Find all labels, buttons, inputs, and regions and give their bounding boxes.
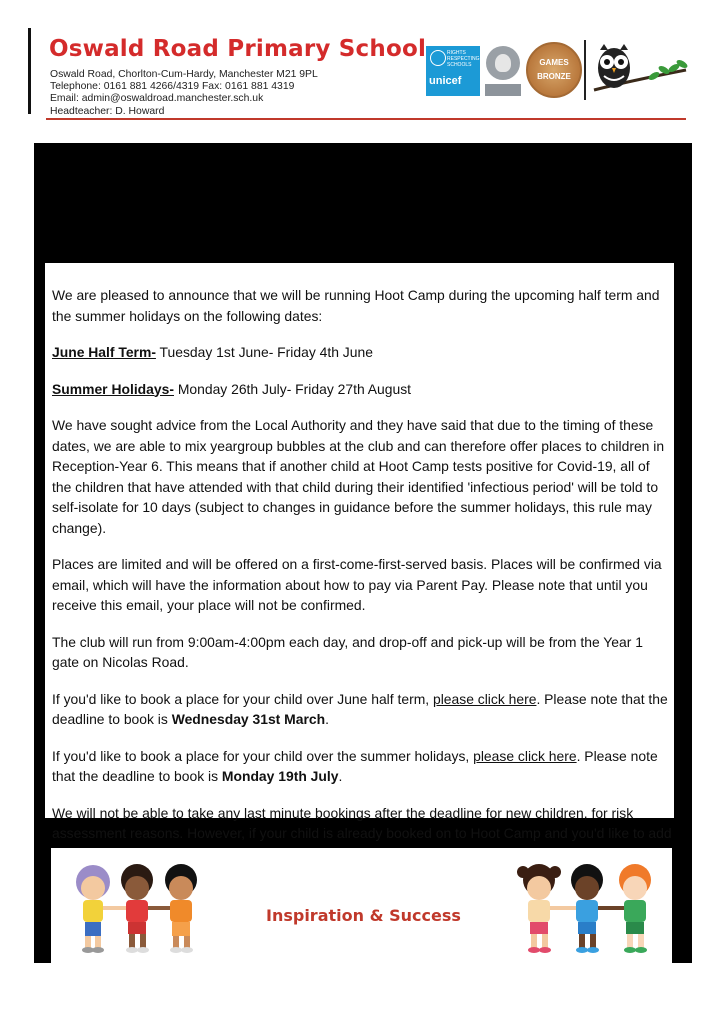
unicef-label: unicef xyxy=(429,75,462,87)
june-dates: Tuesday 1st June- Friday 4th June xyxy=(155,344,373,360)
june-booking-text: If you'd like to book a place for your child over June half term, xyxy=(52,690,433,707)
june-half-term-label: June Half Term- xyxy=(52,344,156,360)
june-booking-end: . xyxy=(325,711,329,727)
summer-holidays-label: Summer Holidays- xyxy=(52,380,174,397)
last-minute-paragraph: We will not be able to take any last minute bookings after the deadline for new children, for risk assessment reasons. However, if your child is already booked on to Hoot Camp and you'd like to add xyxy=(52,804,672,841)
letterhead xyxy=(28,26,688,124)
letter-body xyxy=(52,285,672,860)
june-booking-paragraph xyxy=(52,689,672,730)
summer-booking-paragraph xyxy=(52,746,672,787)
times-paragraph: The club will run from 9:00am-4:00pm each day, and drop-off and pick-up will be from the Year 1 gate on Nicolas Road. xyxy=(52,633,643,670)
june-booking-link[interactable]: please click here xyxy=(432,690,537,707)
headteacher: Headteacher: D. Howard xyxy=(50,105,165,117)
games-label: GAMES xyxy=(539,58,569,67)
june-booking-note: . Please note that the deadline to book is xyxy=(52,690,668,727)
award-badge-icon xyxy=(486,46,520,80)
children-right-illustration xyxy=(509,852,669,957)
poster-edge xyxy=(28,143,34,963)
footer-banner xyxy=(51,848,672,963)
owl-divider xyxy=(584,40,586,100)
children-left-illustration xyxy=(65,852,215,957)
school-name: Oswald Road Primary School xyxy=(49,36,427,62)
address: Oswald Road, Chorlton-Cum-Hardy, Manchester M21 9PL xyxy=(50,69,318,80)
unicef-rights-respecting-logo xyxy=(426,46,480,96)
summer-booking-link[interactable]: please click here xyxy=(473,747,577,764)
june-deadline: Wednesday 31st March xyxy=(171,711,326,727)
bronze-label: BRONZE xyxy=(537,72,571,81)
places-paragraph: Places are limited and will be offered on a first-come-first-served basis. Places will be confirmed via email, which will have the information about how to pay via Parent Pay. Please note that until you receive this email, your place will not be confirmed. xyxy=(52,556,662,613)
owl-logo xyxy=(584,40,688,104)
award-badge-tag xyxy=(485,84,521,96)
summer-booking-note: . Please note that the deadline to book is xyxy=(52,747,658,784)
telephone: Telephone: 0161 881 4266/4319 Fax: 0161 881 4319 xyxy=(50,81,295,93)
email: Email: admin@oswaldroad.manchester.sch.uk xyxy=(50,93,264,105)
contact-block xyxy=(50,69,318,118)
header-rule xyxy=(46,118,686,120)
letterhead-bar xyxy=(28,28,31,114)
summer-dates: Monday 26th July- Friday 27th August xyxy=(173,380,412,397)
summer-deadline: Monday 19th July xyxy=(221,768,339,784)
owl-icon xyxy=(584,40,688,104)
globe-icon xyxy=(430,50,446,66)
rights-respecting-label: RIGHTS RESPECTING SCHOOLS xyxy=(447,50,480,68)
tagline: Inspiration & Success xyxy=(266,906,461,925)
intro-paragraph: We are pleased to announce that we will be running Hoot Camp during the upcoming half term and the summer holidays on the following dates: xyxy=(52,287,660,324)
summer-dates-line xyxy=(52,379,672,400)
summer-booking-end: . xyxy=(338,768,343,784)
june-dates-line xyxy=(52,342,672,363)
covid-paragraph: We have sought advice from the Local Authority and they have said that due to the timing of these dates, we are able to mix yeargroup bubbles at the club and can therefore offer places to children in Reception-Year 6. This means that if another child at Hoot Camp tests positive for Covid-19, all of the children that have attended with that child during their identified 'infectious period' will be told to self-isolate for 10 days (subject to changes in guidance before the summer holidays, this rule may change). xyxy=(52,417,665,536)
school-games-bronze-logo xyxy=(526,42,582,98)
summer-booking-text: If you'd like to book a place for your child over the summer holidays, xyxy=(52,747,474,764)
letter-panel xyxy=(45,263,674,841)
